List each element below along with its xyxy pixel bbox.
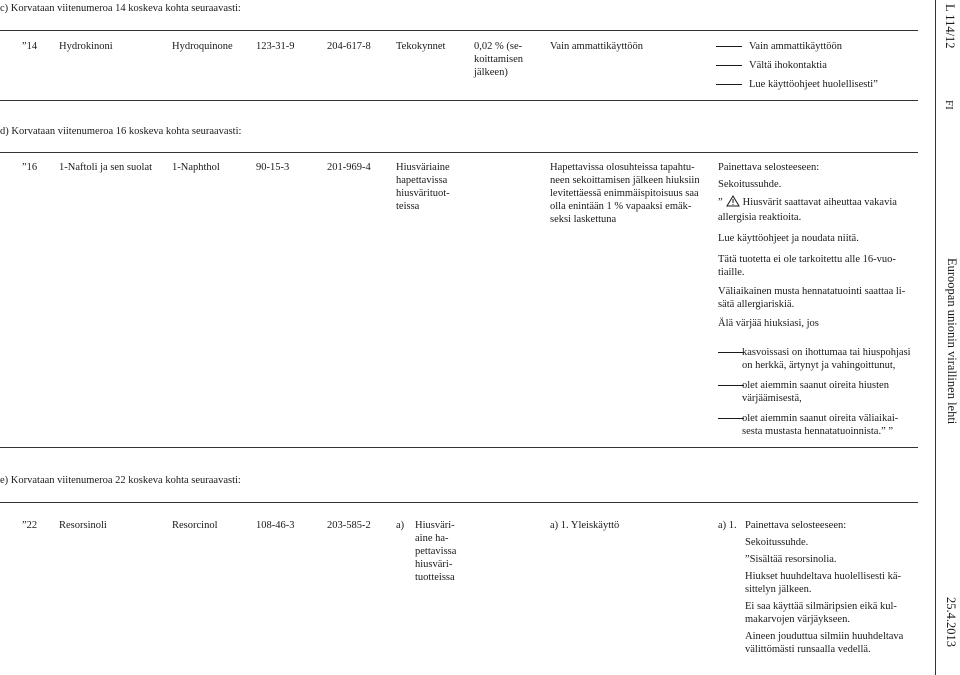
conditions: Vain ammattikäyttöön xyxy=(550,41,644,52)
margin-rule xyxy=(935,0,936,675)
name-fi: Hydrokinoni xyxy=(59,41,113,52)
name-fi: 1-Naftoli ja sen suolat xyxy=(59,162,153,173)
max-concentration: 0,02 % (se- koittamisen jälkeen) xyxy=(474,41,523,78)
table-rule xyxy=(0,100,918,101)
warnings: Painettava selosteeseen: Sekoitussuhde. ” Hiusvärit saattavat aiheuttaa vakavia allergisia reaktioita. Lue käyttöohjeet ja noudata niitä. Tätä tuotetta ei ole tarkoitettu alle 16-vuo- tiaille. Väliaikainen musta hennatatuointi saattaa li- sätä allergiariskiä. Älä värjää hiuksiasi, jos xyxy=(718,162,906,329)
warnings-marker: a) 1. xyxy=(718,520,737,531)
warnings: Vain ammattikäyttöön Vältä ihokontaktia Lue käyttöohjeet huolellisesti” xyxy=(716,40,878,91)
product-type: Hiusväriaine hapettavissa hiusvärituot- teissa xyxy=(396,162,450,212)
conditions: Hapettavissa olosuhteissa tapahtu- neen sekoittamisen jälkeen hiuksiin levitettäessä enimmäispitoisuus saa olla enintään 1 % vapaaksi emäk- seksi laskettuna xyxy=(550,162,700,225)
name-inn: Hydroquinone xyxy=(172,41,233,52)
cas-number: 90-15-3 xyxy=(256,162,290,173)
language-code: FI xyxy=(943,100,955,110)
name-fi: Resorsinoli xyxy=(59,520,107,531)
product-type: Tekokynnet xyxy=(396,41,446,52)
section-e-heading: e) Korvataan viitenumeroa 22 koskeva kohta seuraavasti: xyxy=(0,475,241,486)
ec-number: 204-617-8 xyxy=(327,41,371,52)
warning-triangle-icon xyxy=(726,195,740,211)
cas-number: 108-46-3 xyxy=(256,520,295,531)
cas-number: 123-31-9 xyxy=(256,41,295,52)
table-rule xyxy=(0,502,918,503)
table-rule xyxy=(0,30,918,31)
conditions: a) 1. Yleiskäyttö xyxy=(550,520,620,531)
table-rule xyxy=(0,447,918,448)
name-inn: Resorcinol xyxy=(172,520,218,531)
ec-number: 203-585-2 xyxy=(327,520,371,531)
warnings: Painettava selosteeseen: Sekoitussuhde. ”Sisältää resorsinolia. Hiukset huuhdeltava huolellisesti kä- sittelyn jälkeen. Ei saa käyttää silmäripsien eikä kul- makarvojen värjäykseen. Aineen jouduttua silmiin huuhdeltava välittömästi runsaalla vedellä. xyxy=(745,520,904,655)
section-d-heading: d) Korvataan viitenumeroa 16 koskeva kohta seuraavasti: xyxy=(0,126,242,137)
warning-bullets: kasvoissasi on ihottumaa tai hiuspohjasi on herkkä, ärtynyt ja vahingoittunut, olet aiemmin saanut oireita hiusten värjäämisestä, olet aiemmin saanut oireita väliaikai- sesta mustasta hennatatuoinnista.” ” xyxy=(718,346,918,438)
name-inn: 1-Naphthol xyxy=(172,162,220,173)
journal-title: Euroopan unionin virallinen lehti xyxy=(945,258,959,425)
section-c-heading: c) Korvataan viitenumeroa 14 koskeva kohta seuraavasti: xyxy=(0,3,241,14)
ref-number: ”22 xyxy=(22,520,38,531)
product-type-marker: a) xyxy=(396,520,405,531)
publication-date: 25.4.2013 xyxy=(944,597,958,647)
ec-number: 201-969-4 xyxy=(327,162,371,173)
page-number: L 114/12 xyxy=(943,4,957,49)
ref-number: ”14 xyxy=(22,41,38,52)
ref-number: ”16 xyxy=(22,162,38,173)
product-type: Hiusväri- aine ha- pettavissa hiusväri- tuotteissa xyxy=(415,520,457,583)
table-rule xyxy=(0,152,918,153)
